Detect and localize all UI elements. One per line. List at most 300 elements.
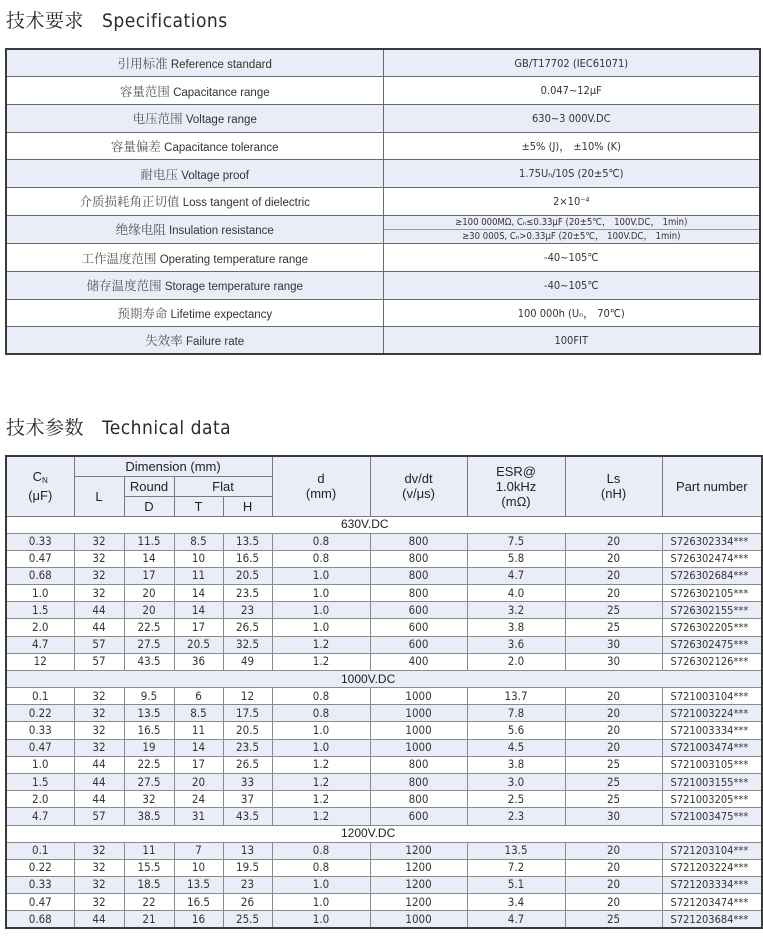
cell-part-number: S721003474*** — [662, 739, 762, 756]
spec-label-cn: 工作温度范围 — [81, 250, 157, 266]
cell-lead-diameter: 0.8 — [272, 842, 370, 859]
spec-value-line: ≥30 000S, Cₙ>0.33μF (20±5℃， 100V.DC， 1min) — [384, 229, 760, 243]
cell-diameter: 20 — [124, 585, 174, 602]
cell-diameter: 15.5 — [124, 859, 174, 876]
table-row — [6, 859, 762, 876]
cell-diameter: 9.5 — [124, 688, 174, 705]
cell-dvdt: 1200 — [370, 894, 467, 911]
cell-part-number: S721003105*** — [662, 756, 762, 773]
cell-esr: 3.4 — [467, 894, 565, 911]
table-row — [6, 842, 762, 859]
cell-height: 33 — [223, 773, 272, 790]
spec-label — [6, 132, 383, 160]
spec-label-cn: 耐电压 — [140, 166, 179, 182]
spec-label — [6, 160, 383, 188]
cell-diameter: 17 — [124, 567, 174, 584]
cell-part-number: S721003155*** — [662, 773, 762, 790]
table-row — [6, 911, 762, 928]
cell-dvdt: 800 — [370, 773, 467, 790]
cell-diameter: 20 — [124, 602, 174, 619]
spec-value: 1.75Uₙ/10S (20±5℃) — [383, 160, 760, 188]
cell-diameter: 22.5 — [124, 756, 174, 773]
spec-label-en: Storage temperature range — [164, 281, 303, 294]
spec-label — [6, 271, 383, 299]
cell-lead-diameter: 1.0 — [272, 602, 370, 619]
header-part-number: Part number — [662, 456, 762, 516]
voltage-group-row — [6, 825, 762, 842]
cell-thickness: 10 — [174, 859, 223, 876]
cell-inductance: 20 — [565, 567, 662, 584]
spec-row — [6, 132, 760, 160]
cell-inductance: 25 — [565, 773, 662, 790]
spec-value: 2×10⁻⁴ — [383, 187, 760, 215]
cell-inductance: 30 — [565, 808, 662, 825]
cell-capacitance: 4.7 — [6, 636, 74, 653]
spec-label-cn: 预期寿命 — [117, 305, 168, 321]
spec-label-en: Voltage range — [185, 114, 257, 127]
technical-data-title-en: Technical data — [102, 417, 232, 439]
cell-capacitance: 0.47 — [6, 894, 74, 911]
spec-label — [6, 187, 383, 215]
cell-inductance: 30 — [565, 653, 662, 670]
cell-lead-diameter: 0.8 — [272, 688, 370, 705]
cell-length: 44 — [74, 911, 124, 928]
voltage-group-row — [6, 671, 762, 688]
spec-row — [6, 104, 760, 132]
cell-diameter: 16.5 — [124, 722, 174, 739]
cell-length: 32 — [74, 550, 124, 567]
cell-lead-diameter: 0.8 — [272, 533, 370, 550]
cell-length: 44 — [74, 773, 124, 790]
spec-row — [6, 160, 760, 188]
table-row — [6, 722, 762, 739]
cell-diameter: 22.5 — [124, 619, 174, 636]
cell-dvdt: 600 — [370, 808, 467, 825]
spec-value: ±5% (J)， ±10% (K) — [383, 132, 760, 160]
cell-esr: 3.2 — [467, 602, 565, 619]
cell-lead-diameter: 1.2 — [272, 791, 370, 808]
cell-part-number: S726302334*** — [662, 533, 762, 550]
header-cn-subscript: N — [42, 476, 48, 486]
cell-part-number: S721003104*** — [662, 688, 762, 705]
cell-capacitance: 1.5 — [6, 602, 74, 619]
cell-length: 57 — [74, 808, 124, 825]
cell-length: 32 — [74, 842, 124, 859]
technical-data-header — [6, 456, 762, 516]
cell-esr: 2.5 — [467, 791, 565, 808]
cell-capacitance: 0.47 — [6, 550, 74, 567]
cell-thickness: 14 — [174, 739, 223, 756]
cell-height: 19.5 — [223, 859, 272, 876]
cell-part-number: S726302475*** — [662, 636, 762, 653]
spec-value-multiline — [383, 215, 760, 244]
cell-part-number: S721203224*** — [662, 859, 762, 876]
cell-part-number: S721203684*** — [662, 911, 762, 928]
spec-value: 0.047~12μF — [383, 77, 760, 105]
cell-esr: 3.0 — [467, 773, 565, 790]
cell-capacitance: 0.33 — [6, 876, 74, 893]
voltage-group-label: 1200V.DC — [6, 825, 762, 842]
cell-dvdt: 800 — [370, 567, 467, 584]
cell-thickness: 14 — [174, 585, 223, 602]
spec-label-cn: 储存温度范围 — [86, 278, 162, 294]
cell-length: 32 — [74, 533, 124, 550]
cell-lead-diameter: 1.2 — [272, 636, 370, 653]
cell-part-number: S726302205*** — [662, 619, 762, 636]
cell-diameter: 14 — [124, 550, 174, 567]
cell-esr: 7.5 — [467, 533, 565, 550]
cell-esr: 4.0 — [467, 585, 565, 602]
technical-data-title-cn: 技术参数 — [6, 417, 85, 439]
table-row — [6, 619, 762, 636]
cell-dvdt: 800 — [370, 585, 467, 602]
spec-row — [6, 215, 760, 244]
cell-length: 32 — [74, 739, 124, 756]
cell-part-number: S721203474*** — [662, 894, 762, 911]
cell-inductance: 20 — [565, 722, 662, 739]
cell-esr: 4.7 — [467, 567, 565, 584]
cell-part-number: S726302126*** — [662, 653, 762, 670]
cell-esr: 3.8 — [467, 756, 565, 773]
cell-length: 32 — [74, 859, 124, 876]
cell-lead-diameter: 1.2 — [272, 808, 370, 825]
cell-inductance: 20 — [565, 533, 662, 550]
header-d-label: d — [317, 471, 325, 487]
cell-thickness: 8.5 — [174, 533, 223, 550]
cell-thickness: 20 — [174, 773, 223, 790]
cell-inductance: 20 — [565, 739, 662, 756]
spec-label-cn: 容量范围 — [119, 83, 170, 99]
cell-capacitance: 0.1 — [6, 842, 74, 859]
cell-dvdt: 800 — [370, 533, 467, 550]
cell-length: 57 — [74, 653, 124, 670]
cell-dvdt: 600 — [370, 602, 467, 619]
spec-label-en: Capacitance range — [173, 86, 270, 99]
cell-length: 44 — [74, 602, 124, 619]
cell-inductance: 20 — [565, 688, 662, 705]
cell-diameter: 22 — [124, 894, 174, 911]
cell-dvdt: 1000 — [370, 705, 467, 722]
spec-value: 100FIT — [383, 327, 760, 355]
spec-label — [6, 299, 383, 327]
specifications-title-en: Specifications — [102, 10, 228, 32]
cell-part-number: S721003475*** — [662, 808, 762, 825]
cell-height: 49 — [223, 653, 272, 670]
specifications-title-cn: 技术要求 — [6, 10, 85, 32]
cell-inductance: 25 — [565, 756, 662, 773]
cell-thickness: 7 — [174, 842, 223, 859]
cell-inductance: 20 — [565, 894, 662, 911]
header-round: Round — [124, 476, 174, 496]
cell-height: 23 — [223, 602, 272, 619]
cell-esr: 2.3 — [467, 808, 565, 825]
cell-thickness: 31 — [174, 808, 223, 825]
voltage-group-label: 630V.DC — [6, 516, 762, 533]
cell-inductance: 20 — [565, 842, 662, 859]
voltage-group-row — [6, 516, 762, 533]
cell-part-number: S726302155*** — [662, 602, 762, 619]
header-ls-unit: (nH) — [600, 486, 627, 502]
technical-data-body — [6, 516, 762, 928]
cell-thickness: 10 — [174, 550, 223, 567]
cell-lead-diameter: 1.2 — [272, 773, 370, 790]
cell-length: 44 — [74, 756, 124, 773]
spec-row — [6, 77, 760, 105]
cell-thickness: 14 — [174, 602, 223, 619]
cell-length: 32 — [74, 705, 124, 722]
cell-capacitance: 0.1 — [6, 688, 74, 705]
header-cn-label: C — [32, 469, 43, 485]
cell-dvdt: 1200 — [370, 842, 467, 859]
cell-height: 23 — [223, 876, 272, 893]
cell-esr: 2.0 — [467, 653, 565, 670]
header-esr-unit: (mΩ) — [501, 493, 531, 509]
cell-capacitance: 2.0 — [6, 791, 74, 808]
cell-dvdt: 1200 — [370, 876, 467, 893]
cell-height: 13.5 — [223, 533, 272, 550]
cell-inductance: 25 — [565, 911, 662, 928]
table-row — [6, 773, 762, 790]
cell-thickness: 17 — [174, 619, 223, 636]
cell-capacitance: 0.33 — [6, 722, 74, 739]
cell-thickness: 16.5 — [174, 894, 223, 911]
cell-capacitance: 0.33 — [6, 533, 74, 550]
spec-label-en: Loss tangent of dielectric — [182, 197, 310, 210]
header-thickness: T — [174, 496, 223, 516]
cell-thickness: 11 — [174, 722, 223, 739]
cell-capacitance: 0.68 — [6, 911, 74, 928]
cell-height: 20.5 — [223, 567, 272, 584]
cell-dvdt: 1000 — [370, 911, 467, 928]
header-length: L — [74, 476, 124, 516]
spec-label-cn: 引用标准 — [117, 56, 168, 72]
spec-label-en: Failure rate — [186, 336, 245, 349]
cell-height: 43.5 — [223, 808, 272, 825]
spec-row — [6, 299, 760, 327]
cell-height: 26.5 — [223, 619, 272, 636]
spec-row — [6, 327, 760, 355]
cell-inductance: 25 — [565, 602, 662, 619]
cell-height: 12 — [223, 688, 272, 705]
table-row — [6, 636, 762, 653]
cell-dvdt: 600 — [370, 636, 467, 653]
spec-label-en: Voltage proof — [181, 169, 249, 182]
cell-lead-diameter: 1.2 — [272, 756, 370, 773]
cell-esr: 7.8 — [467, 705, 565, 722]
cell-inductance: 20 — [565, 876, 662, 893]
cell-height: 26 — [223, 894, 272, 911]
cell-inductance: 30 — [565, 636, 662, 653]
cell-height: 26.5 — [223, 756, 272, 773]
header-dvdt — [370, 456, 467, 516]
cell-capacitance: 0.68 — [6, 567, 74, 584]
cell-diameter: 27.5 — [124, 773, 174, 790]
cell-height: 32.5 — [223, 636, 272, 653]
cell-lead-diameter: 0.8 — [272, 859, 370, 876]
cell-lead-diameter: 0.8 — [272, 550, 370, 567]
cell-lead-diameter: 1.0 — [272, 911, 370, 928]
spec-row — [6, 244, 760, 272]
cell-esr: 13.7 — [467, 688, 565, 705]
cell-lead-diameter: 1.0 — [272, 619, 370, 636]
cell-inductance: 20 — [565, 550, 662, 567]
header-esr-label: ESR@ — [496, 463, 536, 479]
cell-thickness: 13.5 — [174, 876, 223, 893]
spec-value: -40~105℃ — [383, 271, 760, 299]
cell-dvdt: 600 — [370, 619, 467, 636]
cell-thickness: 6 — [174, 688, 223, 705]
cell-diameter: 11 — [124, 842, 174, 859]
cell-diameter: 13.5 — [124, 705, 174, 722]
cell-height: 23.5 — [223, 585, 272, 602]
header-esr-freq: 1.0kHz — [495, 478, 537, 494]
cell-part-number: S726302684*** — [662, 567, 762, 584]
spec-label-en: Lifetime expectancy — [170, 308, 273, 321]
voltage-group-label: 1000V.DC — [6, 671, 762, 688]
technical-data-table — [5, 455, 763, 929]
cell-capacitance: 1.0 — [6, 585, 74, 602]
cell-dvdt: 1200 — [370, 859, 467, 876]
cell-lead-diameter: 1.0 — [272, 739, 370, 756]
spec-label-en: Reference standard — [170, 59, 272, 72]
cell-esr: 5.1 — [467, 876, 565, 893]
cell-esr: 4.5 — [467, 739, 565, 756]
cell-length: 44 — [74, 791, 124, 808]
header-ls-label: Ls — [606, 471, 621, 487]
cell-length: 32 — [74, 567, 124, 584]
spec-label-en: Insulation resistance — [168, 225, 274, 238]
header-dimension: Dimension (mm) — [74, 456, 272, 476]
cell-diameter: 32 — [124, 791, 174, 808]
header-d-unit: (mm) — [305, 486, 337, 502]
spec-label — [6, 327, 383, 355]
cell-capacitance: 0.22 — [6, 859, 74, 876]
cell-lead-diameter: 1.0 — [272, 567, 370, 584]
cell-lead-diameter: 1.0 — [272, 894, 370, 911]
header-dvdt-unit: (v/μs) — [402, 486, 435, 502]
spec-row — [6, 271, 760, 299]
table-row — [6, 533, 762, 550]
cell-lead-diameter: 1.0 — [272, 876, 370, 893]
cell-part-number: S721203334*** — [662, 876, 762, 893]
cell-capacitance: 0.47 — [6, 739, 74, 756]
table-row — [6, 688, 762, 705]
header-dvdt-label: dv/dt — [404, 471, 433, 487]
cell-part-number: S721003334*** — [662, 722, 762, 739]
cell-capacitance: 4.7 — [6, 808, 74, 825]
cell-dvdt: 1000 — [370, 739, 467, 756]
cell-dvdt: 400 — [370, 653, 467, 670]
cell-diameter: 21 — [124, 911, 174, 928]
cell-length: 32 — [74, 585, 124, 602]
spec-label-cn: 失效率 — [145, 333, 183, 349]
cell-height: 20.5 — [223, 722, 272, 739]
header-lead-diameter — [272, 456, 370, 516]
cell-part-number: S721003224*** — [662, 705, 762, 722]
cell-height: 23.5 — [223, 739, 272, 756]
spec-value: -40~105℃ — [383, 244, 760, 272]
cell-lead-diameter: 1.2 — [272, 653, 370, 670]
cell-inductance: 25 — [565, 791, 662, 808]
cell-length: 32 — [74, 688, 124, 705]
table-row — [6, 585, 762, 602]
cell-length: 32 — [74, 722, 124, 739]
spec-value: 100 000h (Uₙ， 70℃) — [383, 299, 760, 327]
spec-label-en: Capacitance tolerance — [164, 141, 279, 154]
cell-thickness: 11 — [174, 567, 223, 584]
table-row — [6, 894, 762, 911]
cell-lead-diameter: 1.0 — [272, 722, 370, 739]
spec-value-line: ≥100 000MΩ, Cₙ≤0.33μF (20±5℃， 100V.DC， 1min) — [384, 216, 760, 230]
cell-inductance: 20 — [565, 585, 662, 602]
spec-label — [6, 244, 383, 272]
cell-thickness: 24 — [174, 791, 223, 808]
header-flat: Flat — [174, 476, 272, 496]
technical-data-title — [6, 413, 231, 440]
table-row — [6, 653, 762, 670]
spec-label — [6, 215, 383, 244]
cell-height: 25.5 — [223, 911, 272, 928]
table-row — [6, 739, 762, 756]
cell-esr: 13.5 — [467, 842, 565, 859]
spec-label-cn: 绝缘电阻 — [115, 222, 166, 238]
cell-part-number: S721203104*** — [662, 842, 762, 859]
spec-label — [6, 104, 383, 132]
header-esr — [467, 456, 565, 516]
cell-length: 32 — [74, 876, 124, 893]
cell-capacitance: 1.5 — [6, 773, 74, 790]
spec-value: 630~3 000V.DC — [383, 104, 760, 132]
table-row — [6, 791, 762, 808]
table-row — [6, 567, 762, 584]
cell-part-number: S721003205*** — [662, 791, 762, 808]
spec-row — [6, 187, 760, 215]
specifications-title — [6, 6, 228, 33]
cell-inductance: 20 — [565, 705, 662, 722]
header-inductance — [565, 456, 662, 516]
cell-diameter: 27.5 — [124, 636, 174, 653]
header-diameter: D — [124, 496, 174, 516]
cell-esr: 7.2 — [467, 859, 565, 876]
cell-height: 17.5 — [223, 705, 272, 722]
cell-diameter: 11.5 — [124, 533, 174, 550]
cell-dvdt: 800 — [370, 791, 467, 808]
cell-diameter: 43.5 — [124, 653, 174, 670]
table-row — [6, 876, 762, 893]
cell-capacitance: 0.22 — [6, 705, 74, 722]
cell-height: 13 — [223, 842, 272, 859]
cell-diameter: 19 — [124, 739, 174, 756]
cell-length: 44 — [74, 619, 124, 636]
cell-esr: 5.8 — [467, 550, 565, 567]
spec-label-en: Operating temperature range — [159, 253, 309, 266]
cell-esr: 5.6 — [467, 722, 565, 739]
cell-capacitance: 2.0 — [6, 619, 74, 636]
spec-label — [6, 77, 383, 105]
cell-thickness: 20.5 — [174, 636, 223, 653]
cell-dvdt: 800 — [370, 756, 467, 773]
cell-length: 57 — [74, 636, 124, 653]
table-row — [6, 705, 762, 722]
spec-label-cn: 介质损耗角正切值 — [79, 194, 180, 210]
cell-part-number: S726302474*** — [662, 550, 762, 567]
cell-thickness: 36 — [174, 653, 223, 670]
spec-label — [6, 49, 383, 77]
specifications-table — [5, 48, 761, 355]
table-row — [6, 550, 762, 567]
cell-esr: 3.6 — [467, 636, 565, 653]
cell-lead-diameter: 0.8 — [272, 705, 370, 722]
